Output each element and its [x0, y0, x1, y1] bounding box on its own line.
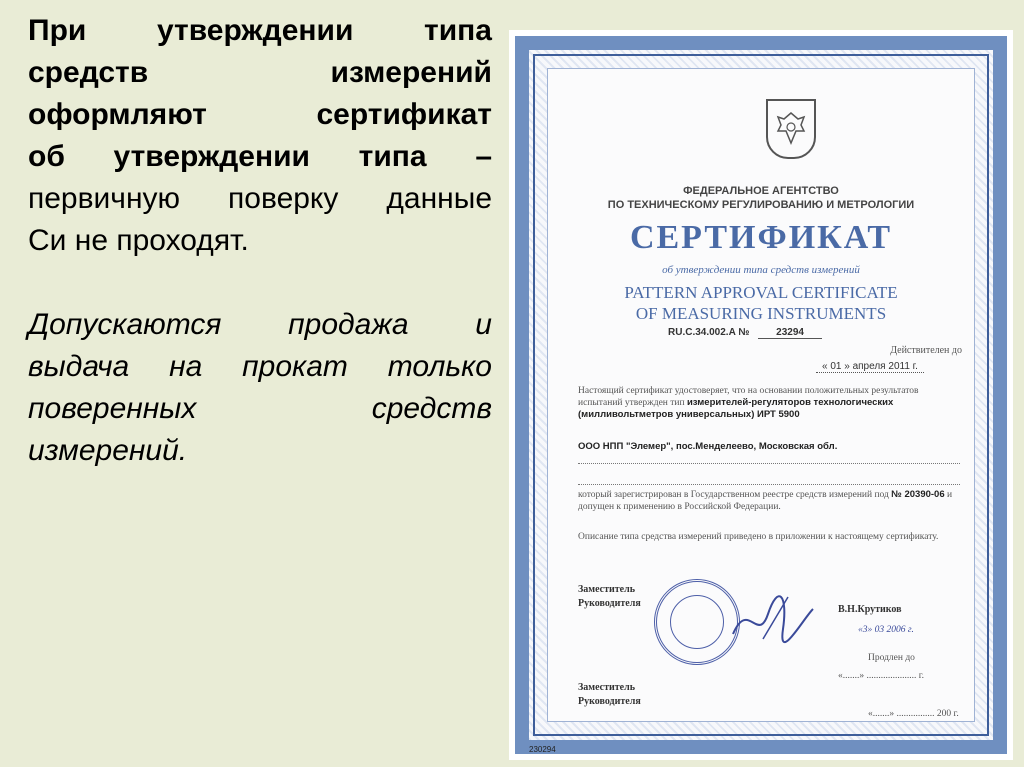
valid-date: « 01 » апреля 2011 г.: [816, 361, 924, 373]
intro-text: [578, 385, 960, 421]
deputy-label: Заместитель: [578, 584, 636, 595]
paragraph-italic: [28, 304, 492, 472]
deputy-label: Заместитель: [578, 682, 636, 693]
text-line: измерений.: [28, 434, 188, 467]
extended-date: «.......» ..................... г.: [838, 671, 924, 681]
agency-name: [548, 184, 974, 212]
text-line: поверенных средств: [28, 392, 492, 425]
certificate-body: [547, 68, 975, 722]
intro-sentence: Настоящий сертификат удостоверяет, что на основании положительных результатов испытаний утвержден тип: [578, 386, 919, 408]
registry-sentence: который зарегистрирован в Государственном реестре средств измерений под: [578, 490, 889, 500]
number-value: 23294: [758, 327, 822, 339]
head-label: Руководителя: [578, 598, 641, 609]
reg-code: RU.C.34.002.A: [668, 327, 736, 338]
slide-text: [28, 10, 492, 472]
certificate-number: [668, 327, 822, 338]
registry-text: [578, 489, 960, 513]
coat-of-arms-icon: [766, 99, 816, 159]
text-line: При утверждении типа: [28, 14, 492, 47]
signer-name: В.Н.Крутиков: [838, 604, 902, 615]
manufacturer-line: [578, 441, 960, 485]
text-line: Допускаются продажа и: [28, 308, 492, 341]
seal-center: [670, 595, 724, 649]
valid-until-label: Действителен до: [890, 345, 962, 356]
english-line: OF MEASURING INSTRUMENTS: [635, 304, 887, 323]
text-line: выдача на прокат только: [28, 350, 492, 383]
head-label: Руководителя: [578, 696, 641, 707]
registry-tail: и допущен к применению в Российской Федерации.: [578, 490, 953, 512]
certificate-border: [515, 36, 1007, 754]
signature-icon: [728, 589, 818, 649]
description-text: Описание типа средства измерений приведено в приложении к настоящему сертификату.: [578, 532, 939, 542]
certificate-english-title: [548, 282, 974, 324]
text-line: Си не проходят.: [28, 224, 249, 257]
sign-date: «3» 03 2006 г.: [858, 625, 914, 635]
certificate-image: [509, 30, 1013, 760]
agency-line: ПО ТЕХНИЧЕСКОМУ РЕГУЛИРОВАНИЮ И МЕТРОЛОГИИ: [607, 199, 915, 211]
dotted-line: [578, 474, 960, 485]
signatory-title: [578, 583, 641, 611]
instrument-name: измерителей-регуляторов технологических (милливольтметров универсальных) ИРТ 5900: [578, 397, 894, 420]
registry-number: № 20390-06: [891, 489, 945, 500]
text-line: средств измерений: [28, 56, 492, 89]
serial-number: 230294: [529, 745, 556, 754]
manufacturer-name: ООО НПП "Элемер", пос.Менделеево, Московская обл.: [578, 441, 838, 452]
number-label: №: [738, 327, 750, 338]
certificate-title: СЕРТИФИКАТ: [629, 219, 893, 256]
english-line: PATTERN APPROVAL CERTIFICATE: [624, 283, 898, 302]
text-line: первичную поверку данные: [28, 182, 492, 215]
text-line: оформляют сертификат: [28, 98, 492, 131]
text-line: об утверждении типа –: [28, 140, 492, 173]
certificate-subtitle: об утверждении типа средств измерений: [662, 264, 860, 276]
signatory-title-2: [578, 681, 641, 709]
agency-line: ФЕДЕРАЛЬНОЕ АГЕНТСТВО: [683, 185, 839, 197]
dotted-line: [578, 453, 960, 464]
bottom-date: «.......» ................ 200 г.: [868, 709, 959, 719]
extended-label: Продлен до: [868, 653, 915, 663]
